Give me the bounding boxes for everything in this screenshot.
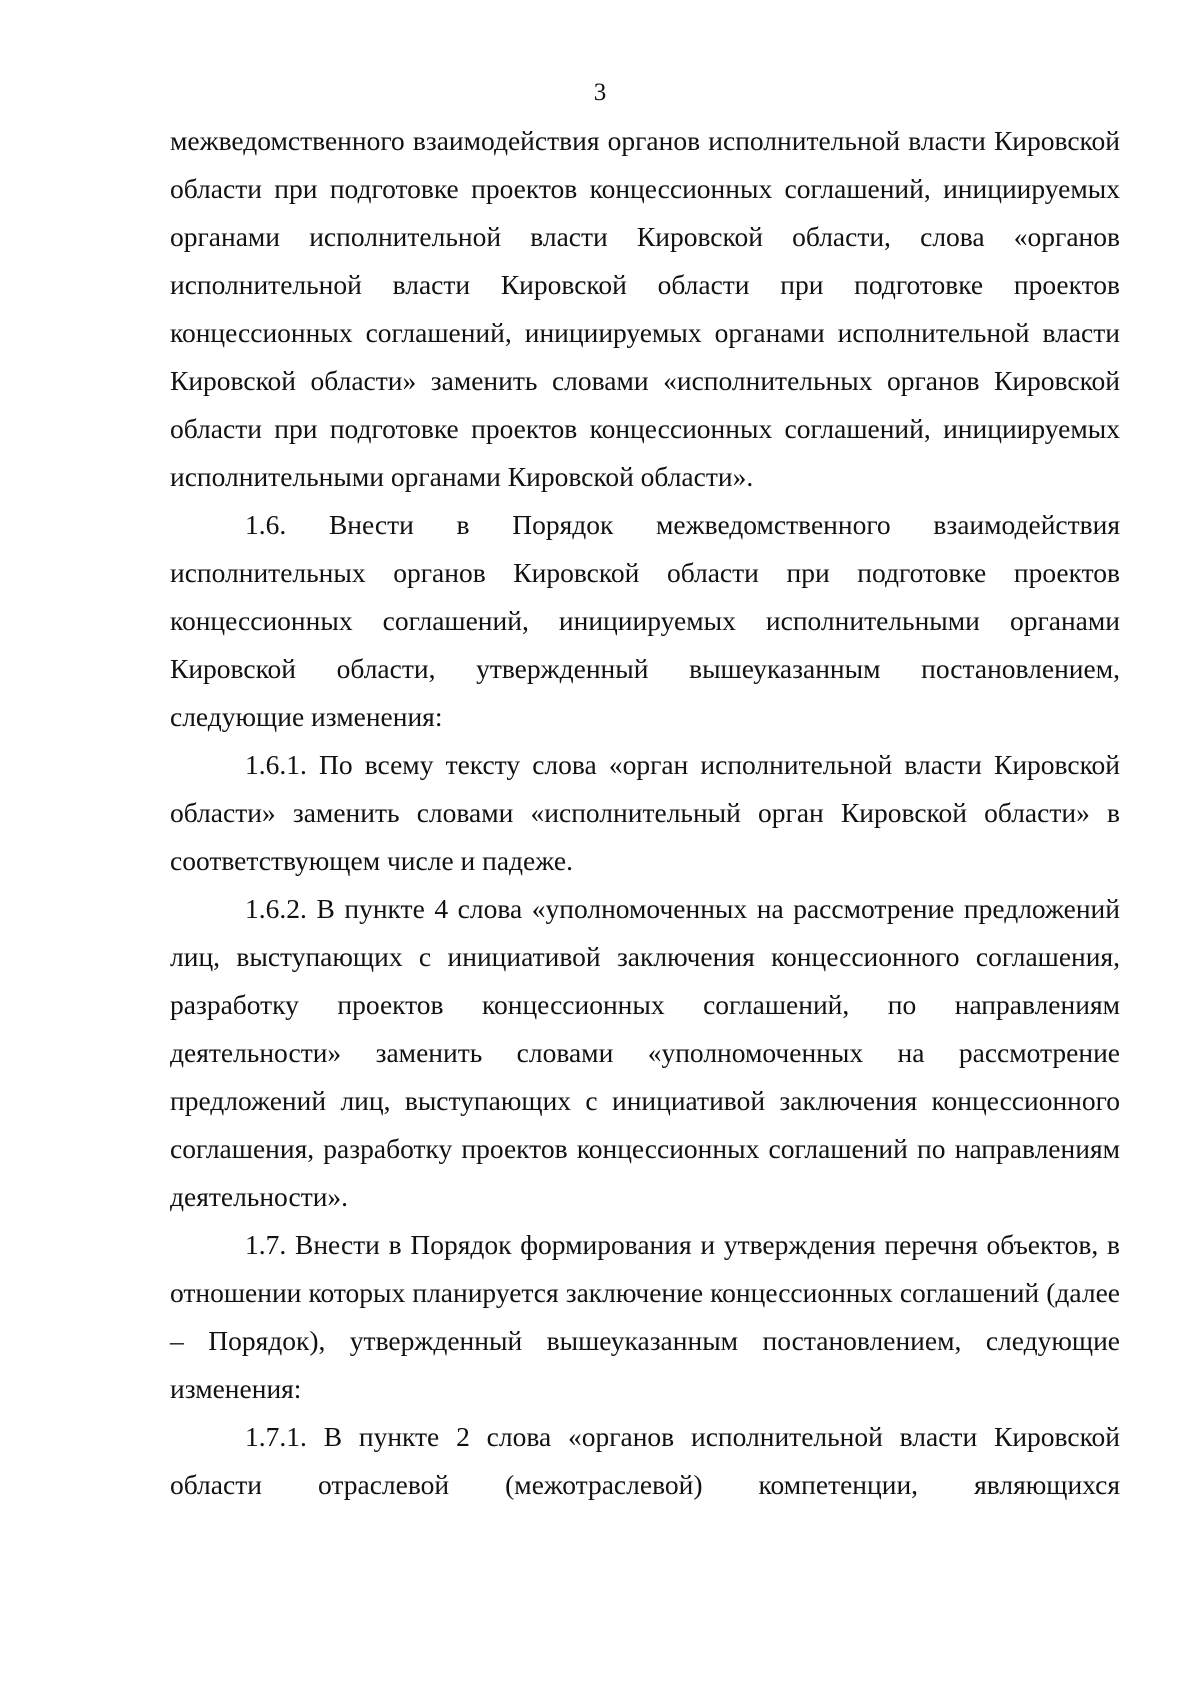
paragraph-1-7: 1.7. Внести в Порядок формирования и утверждения перечня объектов, в отношении которых планируется заключение концессионных соглашений (далее – Порядок), утвержденный вышеуказанным постановлением, следующие изменения: — [170, 1229, 1120, 1404]
paragraph-1-7-1: 1.7.1. В пункте 2 слова «органов исполнительной власти Кировской области отраслевой (межотраслевой) компетенции, являющихся — [170, 1421, 1120, 1500]
paragraph-continuation: межведомственного взаимодействия органов исполнительной власти Кировской области при подготовке проектов концессионных соглашений, инициируемых органами исполнительной власти Кировской области, слова «органов исполнительной власти Кировской области при подготовке проектов концессионных соглашений, инициируемых органами исполнительной власти Кировской области» заменить словами «исполнительных органов Кировской области при подготовке проектов концессионных соглашений, инициируемых исполнительными органами Кировской области». — [170, 125, 1120, 492]
paragraph-1-6: 1.6. Внести в Порядок межведомственного взаимодействия исполнительных органов Кировской области при подготовке проектов концессионных соглашений, инициируемых исполнительными органами Кировской области, утвержденный вышеуказанным постановлением, следующие изменения: — [170, 509, 1120, 732]
paragraph-1-6-2: 1.6.2. В пункте 4 слова «уполномоченных на рассмотрение предложений лиц, выступающих с инициативой заключения концессионного соглашения, разработку проектов концессионных соглашений, по направлениям деятельности» заменить словами «уполномоченных на рассмотрение предложений лиц, выступающих с инициативой заключения концессионного соглашения, разработку проектов концессионных соглашений по направлениям деятельности». — [170, 893, 1120, 1212]
page-number: 3 — [593, 79, 607, 106]
paragraph-1-6-1: 1.6.1. По всему тексту слова «орган исполнительной власти Кировской области» заменить словами «исполнительный орган Кировской области» в соответствующем числе и падеже. — [170, 749, 1120, 876]
document-body — [170, 117, 1120, 1509]
